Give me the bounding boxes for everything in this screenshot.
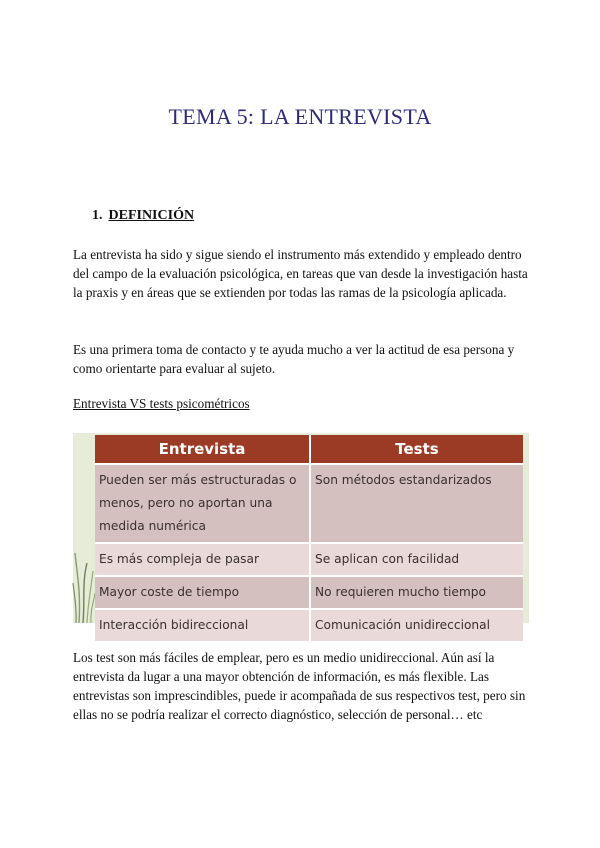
comparison-table [95, 435, 523, 641]
section-number: 1. [92, 208, 103, 223]
table-cell: Son métodos estandarizados [310, 464, 523, 543]
table-row [95, 543, 523, 576]
table-cell: No requieren mucho tiempo [310, 576, 523, 609]
document-title: TEMA 5: LA ENTREVISTA [168, 104, 432, 129]
section-heading-text: DEFINICIÓN [108, 208, 195, 223]
table-cell: Comunicación unidireccional [310, 609, 523, 641]
table-subtitle: Entrevista VS tests psicométricos [73, 396, 250, 411]
paragraph-first-contact: Es una primera toma de contacto y te ayuda mucho a ver la actitud de esa persona y como orientarte para evaluar al sujeto. [73, 342, 515, 376]
paragraph-closing: Los test son más fáciles de emplear, pero es un medio unidireccional. Aún así la entrevista da lugar a una mayor obtención de información, es más flexible. Las entrevistas son imprescindibles, puede ir acompañada de sus respectivos test, pero sin ellas no se podría realizar el correcto diagnóstico, selección de personal… etc [73, 650, 526, 722]
table-row [95, 609, 523, 641]
paragraph-definition: La entrevista ha sido y sigue siendo el instrumento más extendido y empleado dentro del campo de la evaluación psicológica, en tareas que van desde la investigación hasta la praxis y en áreas que se extienden por todas las ramas de la psicología aplicada. [73, 247, 528, 300]
table-cell: Mayor coste de tiempo [95, 576, 310, 609]
table-header-entrevista: Entrevista [95, 435, 310, 464]
table-row [95, 464, 523, 543]
table-cell: Pueden ser más estructuradas o menos, pero no aportan una medida numérica [95, 464, 310, 543]
table-cell: Interacción bidireccional [95, 609, 310, 641]
grass-decoration-icon [73, 433, 95, 623]
table-cell: Es más compleja de pasar [95, 543, 310, 576]
table-header-tests: Tests [310, 435, 523, 464]
table-row [95, 576, 523, 609]
comparison-table-container [73, 433, 529, 632]
table-cell: Se aplican con facilidad [310, 543, 523, 576]
section-heading [92, 208, 194, 224]
